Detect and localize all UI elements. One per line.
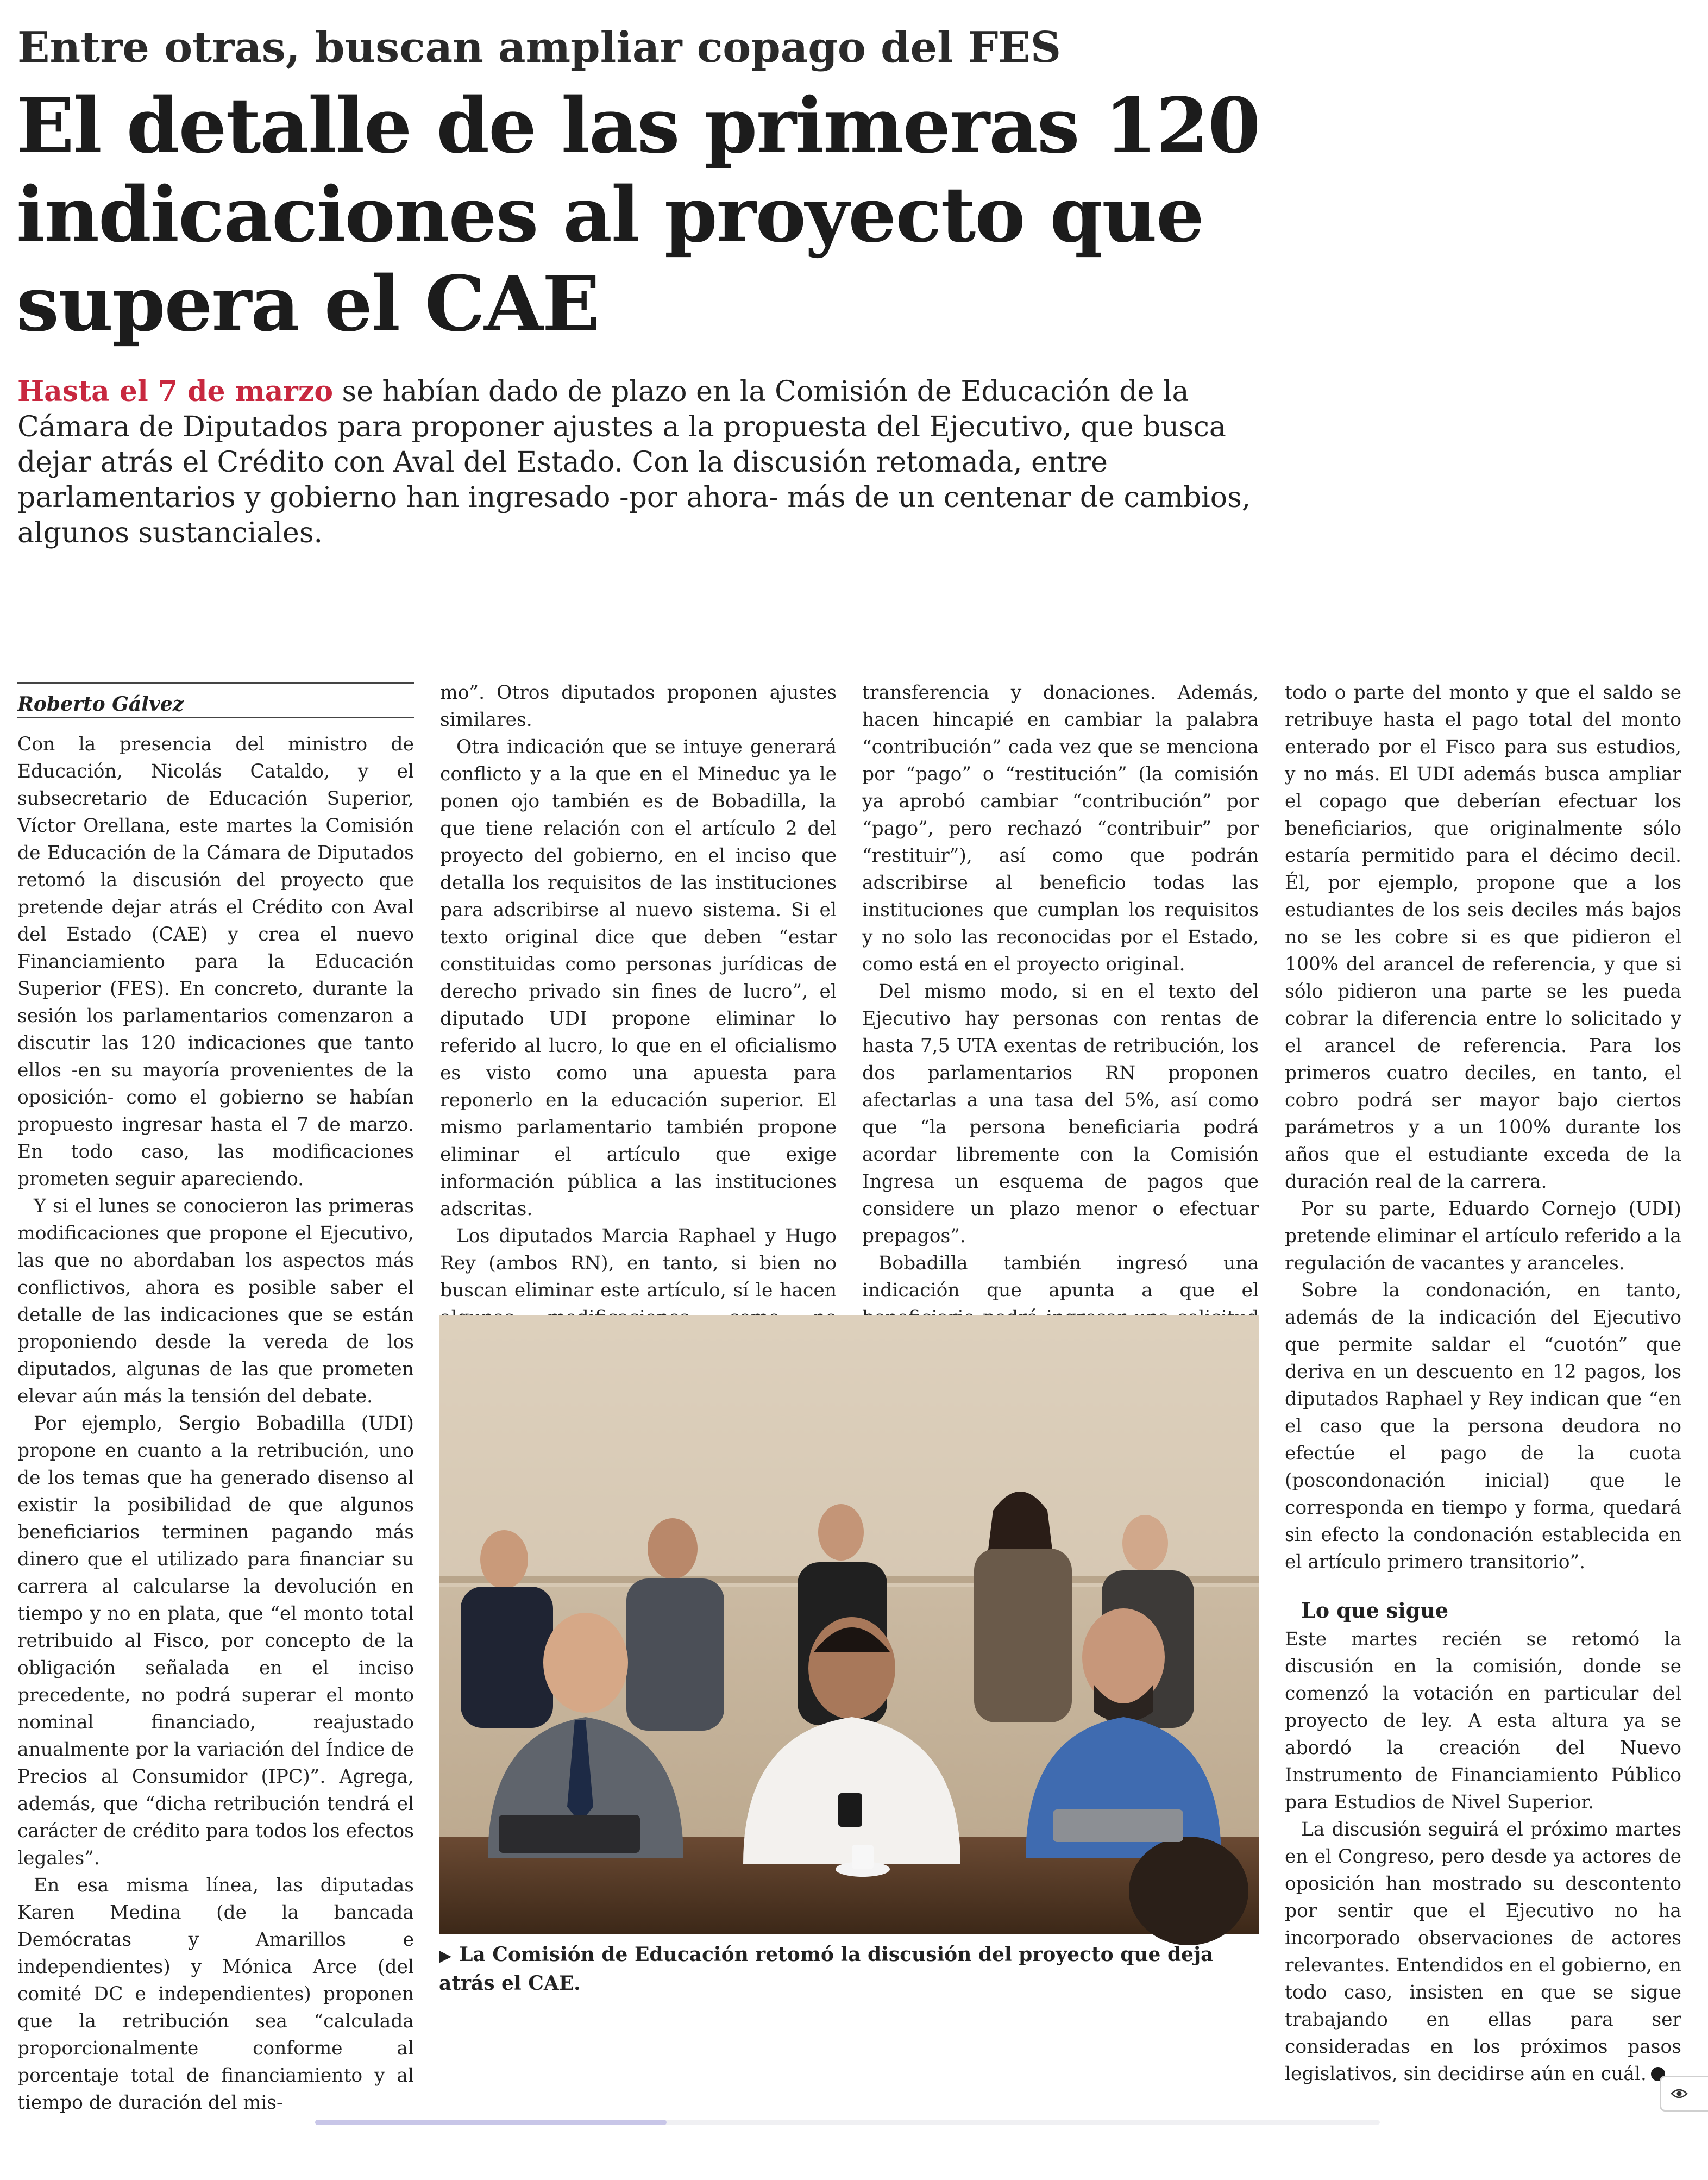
caption-triangle-icon: ▶ <box>439 1946 452 1965</box>
paragraph: Y si el lunes se conocieron las primeras modificaciones que propone el Ejecutivo, las que no abordaban los aspectos más conflictivos, ahora es posible saber el detalle de las indicaciones que se están proponiendo desde la vereda de los diputados, algunas de las que prometen elevar aún más la tensión del debate. <box>17 1195 414 1407</box>
section-subhead: Lo que sigue <box>1301 1598 1449 1623</box>
paragraph: Este martes recién se retomó la discusión en la comisión, donde se comenzó la votación en particular del proyecto de ley. A esta altura ya se abordó la creación del Nuevo Instrumento de Financiamiento Público para Estudios de Nivel Superior. <box>1285 1628 1681 1813</box>
column-2 <box>440 679 837 1301</box>
paragraph: Otra indicación que se intuye generará conflicto y a la que en el Mineduc ya le ponen ojo también es de Bobadilla, la que tiene relación con el artículo 2 del proyecto del gobierno, en el inciso que detalla los requisitos de las instituciones para adscribirse al nuevo sistema. Si el texto original dice que deben “estar constituidas como personas jurídicas de derecho privado sin fines de lucro”, el diputado UDI propone eliminar lo referido al lucro, lo que en el oficialismo es visto como una apuesta para reponerlo en la educación superior. El mismo parlamentario también propone eliminar el artículo que exige información pública a las instituciones adscritas. <box>440 736 837 1220</box>
column-3 <box>862 679 1259 1301</box>
kicker: Entre otras, buscan ampliar copago del FES <box>17 23 1062 72</box>
paragraph-text: La discusión seguirá el próximo martes en el Congreso, pero desde ya actores de oposición han mostrado su descontento por sentir que el Ejecutivo no ha incorporado observaciones de actores relevantes. Entendidos en el gobierno, en todo caso, insisten en que se sigue trabajando en ellas para ser consideradas en los próximos pasos legislativos, sin decidirse aún en cuál. <box>1285 1819 1681 2085</box>
paragraph: Por su parte, Eduardo Cornejo (UDI) pretende eliminar el artículo referido a la regulación de vacantes y aranceles. <box>1285 1198 1681 1274</box>
article-photo <box>439 1315 1259 1934</box>
paragraph: En esa misma línea, las diputadas Karen Medina (de la bancada Demócratas y Amarillos e independientes) y Mónica Arce (del comité DC e independientes) proponen que la retribución sea “calculada proporcionalmente conforme al porcentaje total de financiamiento y al tiempo de duración del mis- <box>17 1875 414 2114</box>
paragraph: transferencia y donaciones. Además, hacen hincapié en cambiar la palabra “contribución” cada vez que se menciona por “pago” o “restitución” (la comisión ya aprobó cambiar “contribución” por “pago”, pero rechazó “contribuir” por “restituir”), así como que podrán adscribirse al beneficio todas las instituciones que cumplan los requisitos y no solo las reconocidas por el Estado, como está en el proyecto original. <box>862 682 1259 975</box>
caption-text: La Comisión de Educación retomó la discusión del proyecto que deja atrás el CAE. <box>439 1943 1214 1995</box>
paragraph: Sobre la condonación, en tanto, además de la indicación del Ejecutivo que permite saldar el “cuotón” que deriva en un descuento en 12 pagos, los diputados Raphael y Rey indican que “en el caso que la persona deudora no efectúe el pago de la cuota (poscondonación inicial) que le corresponda en tiempo y forma, quedará sin efecto la condonación establecida en el artículo primero transitorio”. <box>1285 1280 1681 1573</box>
column-1 <box>17 731 414 2114</box>
paragraph: Del mismo modo, si en el texto del Ejecutivo hay personas con rentas de hasta 7,5 UTA exentas de retribución, los dos parlamentarios RN proponen afectarlas a una tasa del 5%, así como que “la persona beneficiaria podrá acordar libremente con la Comisión Ingresa un esquema de pagos que considere un plazo menor o efectuar prepagos”. <box>862 981 1259 1247</box>
byline-rule <box>17 682 414 684</box>
photo-caption <box>439 1941 1259 1997</box>
paragraph: Bobadilla también ingresó una indicación que apunta a que el <box>862 1252 1259 1301</box>
byline: Roberto Gálvez <box>17 690 414 718</box>
eye-icon <box>1671 2088 1687 2099</box>
lead-paragraph <box>17 374 1283 551</box>
paragraph: Los diputados Marcia Raphael y Hugo Rey (ambos RN), en tanto, si bien no buscan eliminar este artículo, sí le hacen <box>440 1225 837 1301</box>
paragraph: Por ejemplo, Sergio Bobadilla (UDI) propone en cuanto a la retribución, uno de los temas que ha generado disenso al existir la posibilidad de que algunos beneficiarios terminen pagando más dinero que el utilizado para financiar su carrera al calcularse la devolución en tiempo y no en plata, que “el monto total retribuido al Fisco, por concepto de la obligación señalada en el inciso precedente, no podrá superar el monto nominal financiado, reajustado anualmente por la variación del Índice de Precios al Consumidor (IPC)”. Agrega, además, que “dicha retribución tendrá el carácter de crédito para todos los efectos legales”. <box>17 1413 414 1869</box>
column-4 <box>1285 679 1681 2088</box>
paragraph: mo”. Otros diputados proponen ajustes similares. <box>440 682 837 731</box>
paragraph: Con la presencia del ministro de Educación, Nicolás Cataldo, y el subsecretario de Educación Superior, Víctor Orellana, este martes la Comisión de Educación de la Cámara de Diputados retomó la discusión del proyecto que pretende dejar atrás el Crédito con Aval del Estado (CAE) y crea el nuevo Financiamiento para la Educación Superior (FES). En concreto, durante la sesión los parlamentarios comenzaron a discutir las 120 indicaciones que tanto ellos -en su mayoría provenientes de la oposición- como el gobierno se habían propuesto ingresar hasta el 7 de marzo. En todo caso, las modificaciones prometen seguir apareciendo. <box>17 734 414 1190</box>
view-toggle-button[interactable] <box>1660 2076 1708 2112</box>
paragraph <box>1285 1816 1681 2088</box>
photo-illustration <box>439 1315 1259 1934</box>
paragraph: todo o parte del monto y que el saldo se retribuye hasta el pago total del monto enterado por el Fisco para sus estudios, y no más. El UDI además busca ampliar el copago que deberían efectuar los beneficiarios, que originalmente sólo estaría permitido para el décimo decil. Él, por ejemplo, propone que a los estudiantes de los seis deciles más bajos no se les cobre si es que pidieron el 100% del arancel de referencia, y que si sólo pidieron una parte se les pueda cobrar la diferencia entre lo solicitado y el arancel de referencia. Para los primeros cuatro deciles, en tanto, el cobro podrá ser mayor bajo ciertos parámetros y a un 100% durante los años que el estudiante exceda de la duración real de la carrera. <box>1285 682 1681 1193</box>
headline: El detalle de las primeras 120 indicaciones al proyecto que supera el CAE <box>16 82 1260 349</box>
lead-accent: Hasta el 7 de marzo <box>17 375 334 408</box>
lead-text: se habían dado de plazo en la Comisión de Educación de la Cámara de Diputados para proponer ajustes a la propuesta del Ejecutivo, que busca dejar atrás el Crédito con Aval del Estado. Con la discusión retomada, entre parlamentarios y gobierno han ingresado -por ahora- más de un centenar de cambios, algunos sustanciales. <box>17 375 1251 549</box>
scrollbar-thumb[interactable] <box>315 2120 667 2125</box>
